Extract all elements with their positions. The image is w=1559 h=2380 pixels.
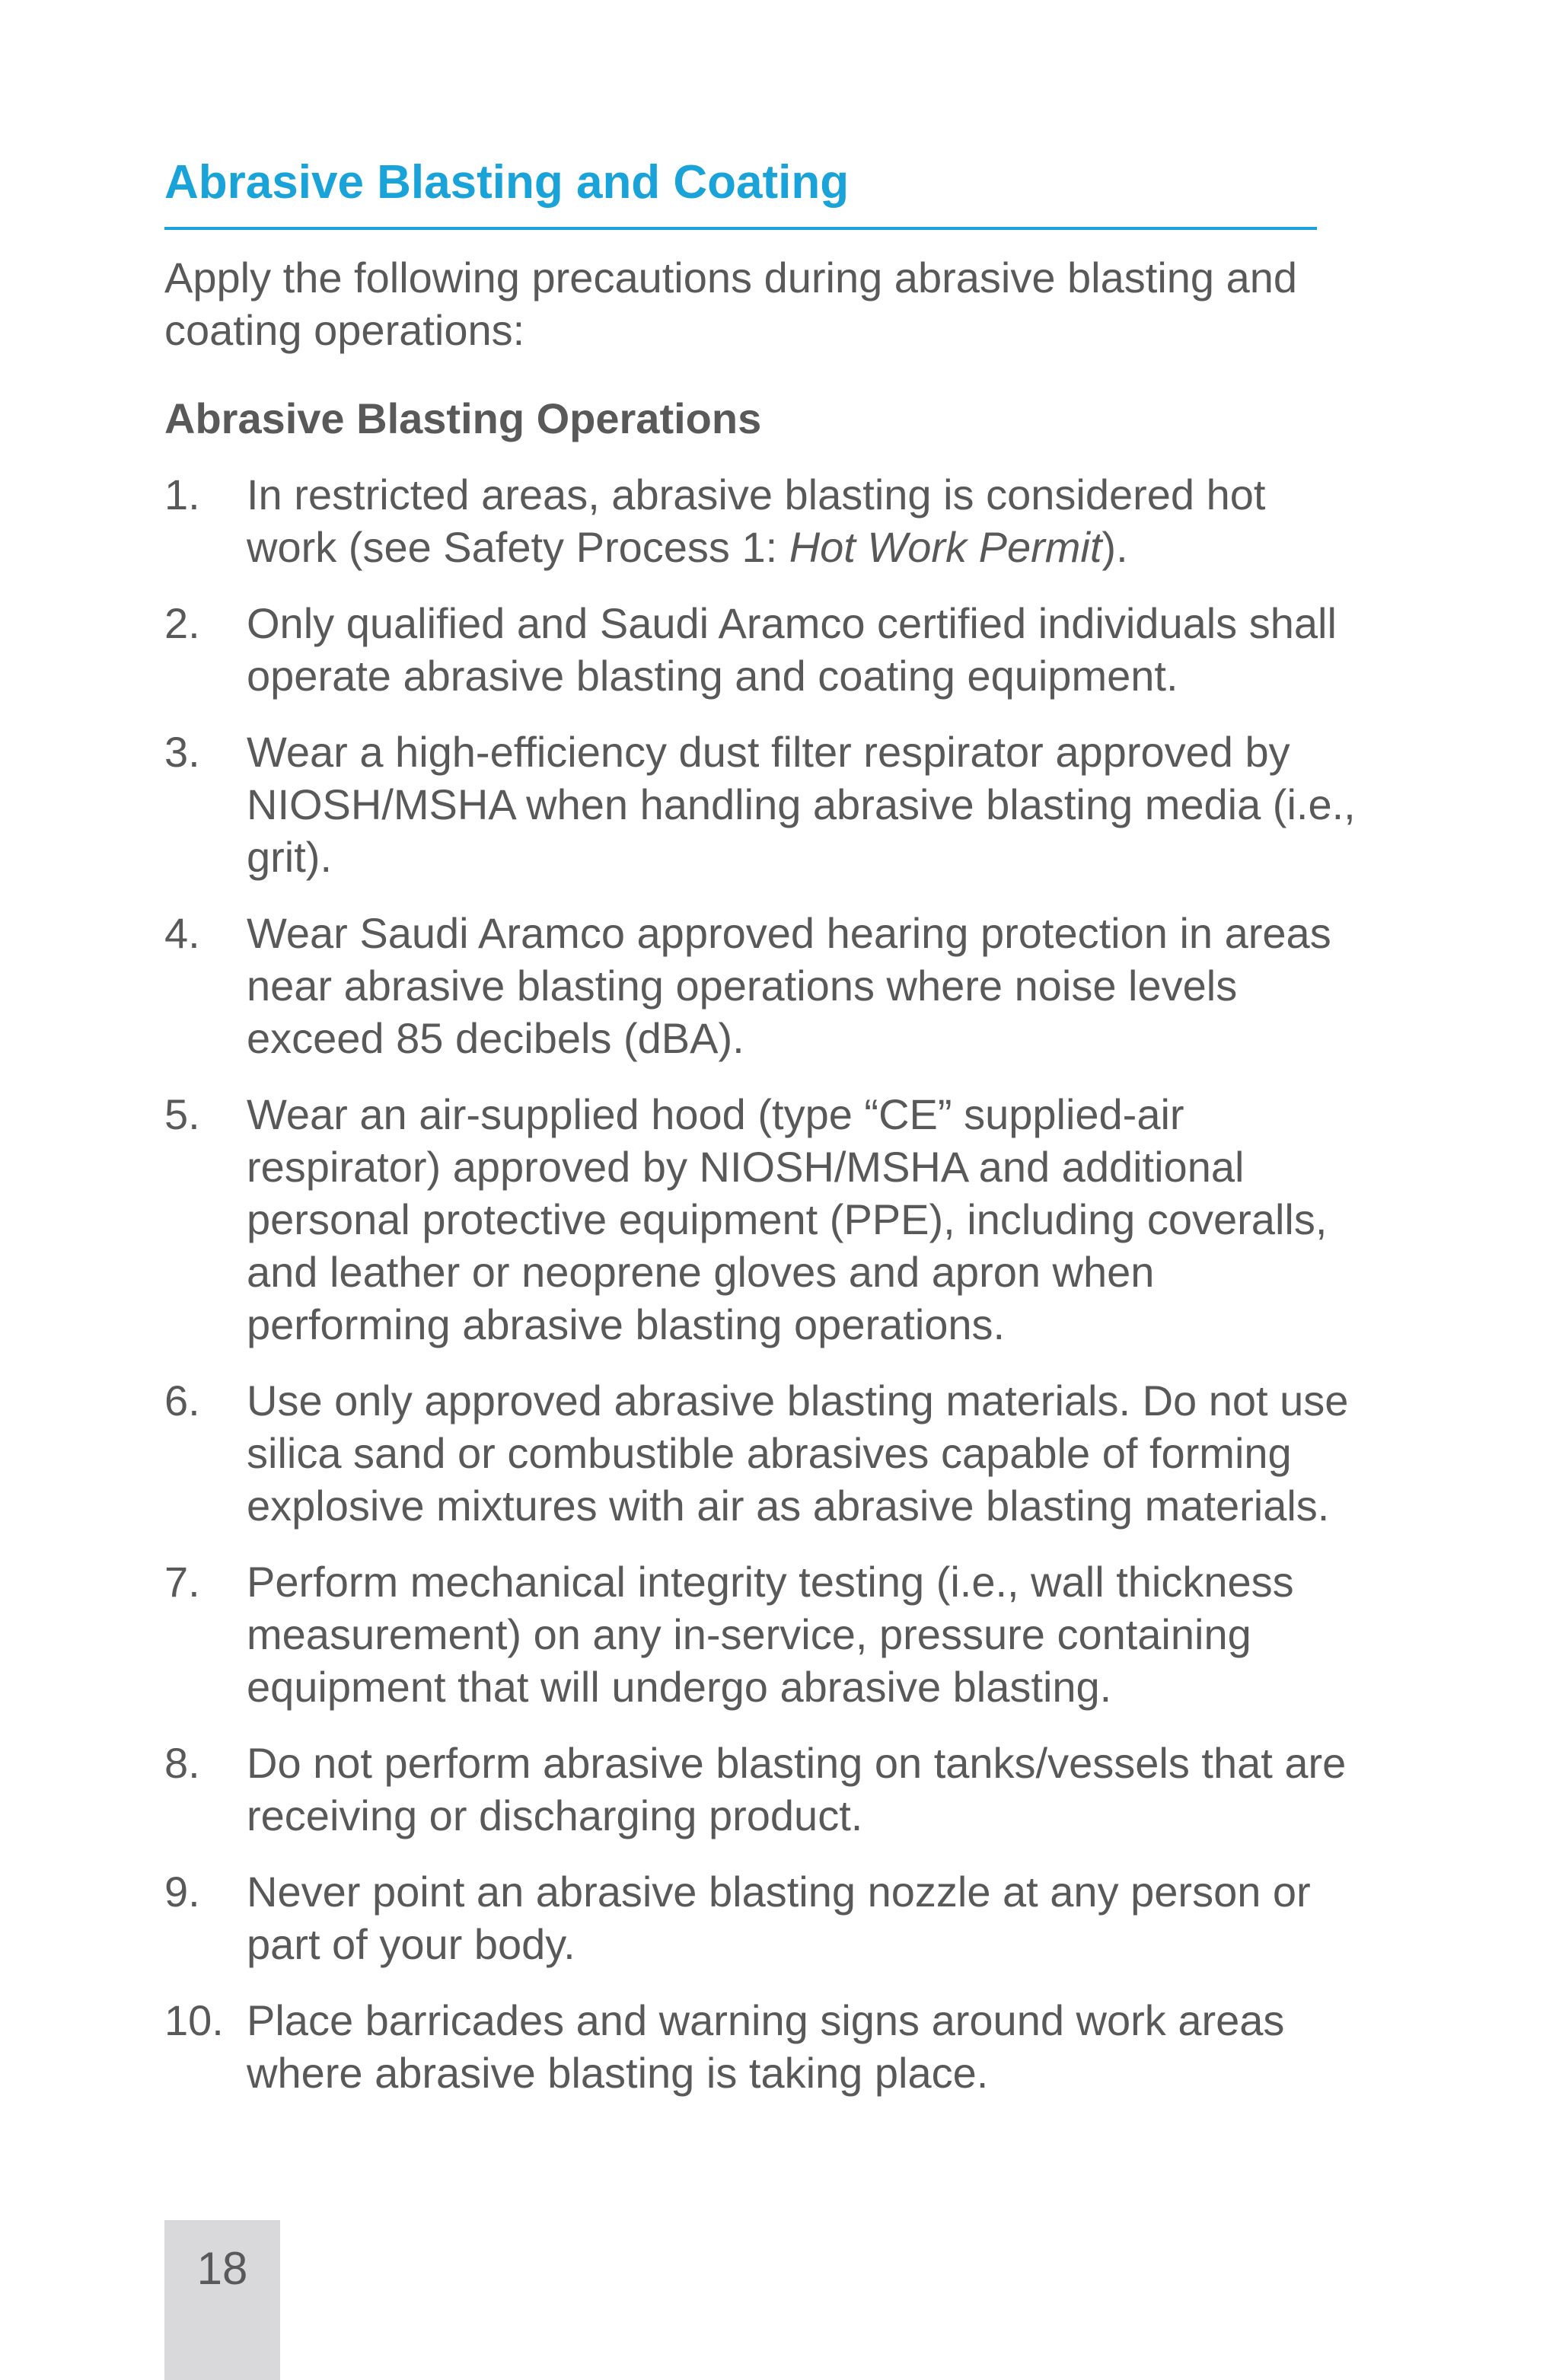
item-number: 2. (164, 599, 200, 647)
item-number: 7. (164, 1558, 200, 1606)
list-item (164, 1865, 1360, 1970)
list-item (164, 1555, 1360, 1713)
list-item (164, 726, 1360, 883)
item-number: 9. (164, 1868, 200, 1916)
item-text: Do not perform abrasive blasting on tanks/vessels that are receiving or discharging product. (247, 1739, 1347, 1839)
item-text: Place barricades and warning signs around work areas where abrasive blasting is taking place. (247, 1996, 1285, 2097)
list-item (164, 468, 1360, 573)
item-text: Never point an abrasive blasting nozzle at any person or part of your body. (247, 1868, 1311, 1968)
item-number: 6. (164, 1377, 200, 1424)
section-title: Abrasive Blasting and Coating (164, 156, 850, 209)
item-text-part: In restricted areas, abrasive blasting is considered hot work (see Safety Process 1: (247, 471, 1266, 571)
subheading: Abrasive Blasting Operations (164, 394, 762, 442)
item-text: Wear a high-efficiency dust filter respirator approved by NIOSH/MSHA when handling abrasive blasting media (i.e., grit). (247, 728, 1356, 881)
page-number: 18 (196, 2243, 248, 2294)
item-text (247, 471, 1265, 571)
list-item (164, 597, 1360, 702)
list-item (164, 907, 1360, 1064)
precautions-list (164, 468, 1360, 2123)
list-item (164, 1088, 1360, 1351)
item-number: 3. (164, 728, 200, 776)
list-item (164, 1737, 1360, 1842)
item-number: 1. (164, 471, 200, 518)
item-number: 4. (164, 909, 200, 957)
intro-paragraph: Apply the following precautions during abrasive blasting and coating operations: (164, 254, 1298, 354)
item-number: 10. (164, 1996, 224, 2044)
list-item (164, 1994, 1360, 2099)
item-text: Use only approved abrasive blasting materials. Do not use silica sand or combustible abrasives capable of forming explosive mixtures with air as abrasive blasting materials. (247, 1377, 1349, 1530)
item-text: Wear an air-supplied hood (type “CE” supplied-air respirator) approved by NIOSH/MSHA and additional personal protective equipment (PPE), including coveralls, and leather or neoprene gloves and apron when performing abrasive blasting operations. (247, 1090, 1328, 1348)
italic-reference: Hot Work Permit (789, 523, 1102, 571)
list-item (164, 1374, 1360, 1532)
item-text: Only qualified and Saudi Aramco certified individuals shall operate abrasive blasting and coating equipment. (247, 599, 1337, 700)
item-text: Wear Saudi Aramco approved hearing protection in areas near abrasive blasting operations where noise levels exceed 85 decibels (dBA). (247, 909, 1331, 1062)
item-text: Perform mechanical integrity testing (i.e., wall thickness measurement) on any in-service, pressure containing equipment that will undergo abrasive blasting. (247, 1558, 1294, 1711)
item-number: 5. (164, 1090, 200, 1138)
item-text-part: ). (1102, 523, 1128, 571)
title-underline (164, 227, 1317, 230)
item-number: 8. (164, 1739, 200, 1787)
